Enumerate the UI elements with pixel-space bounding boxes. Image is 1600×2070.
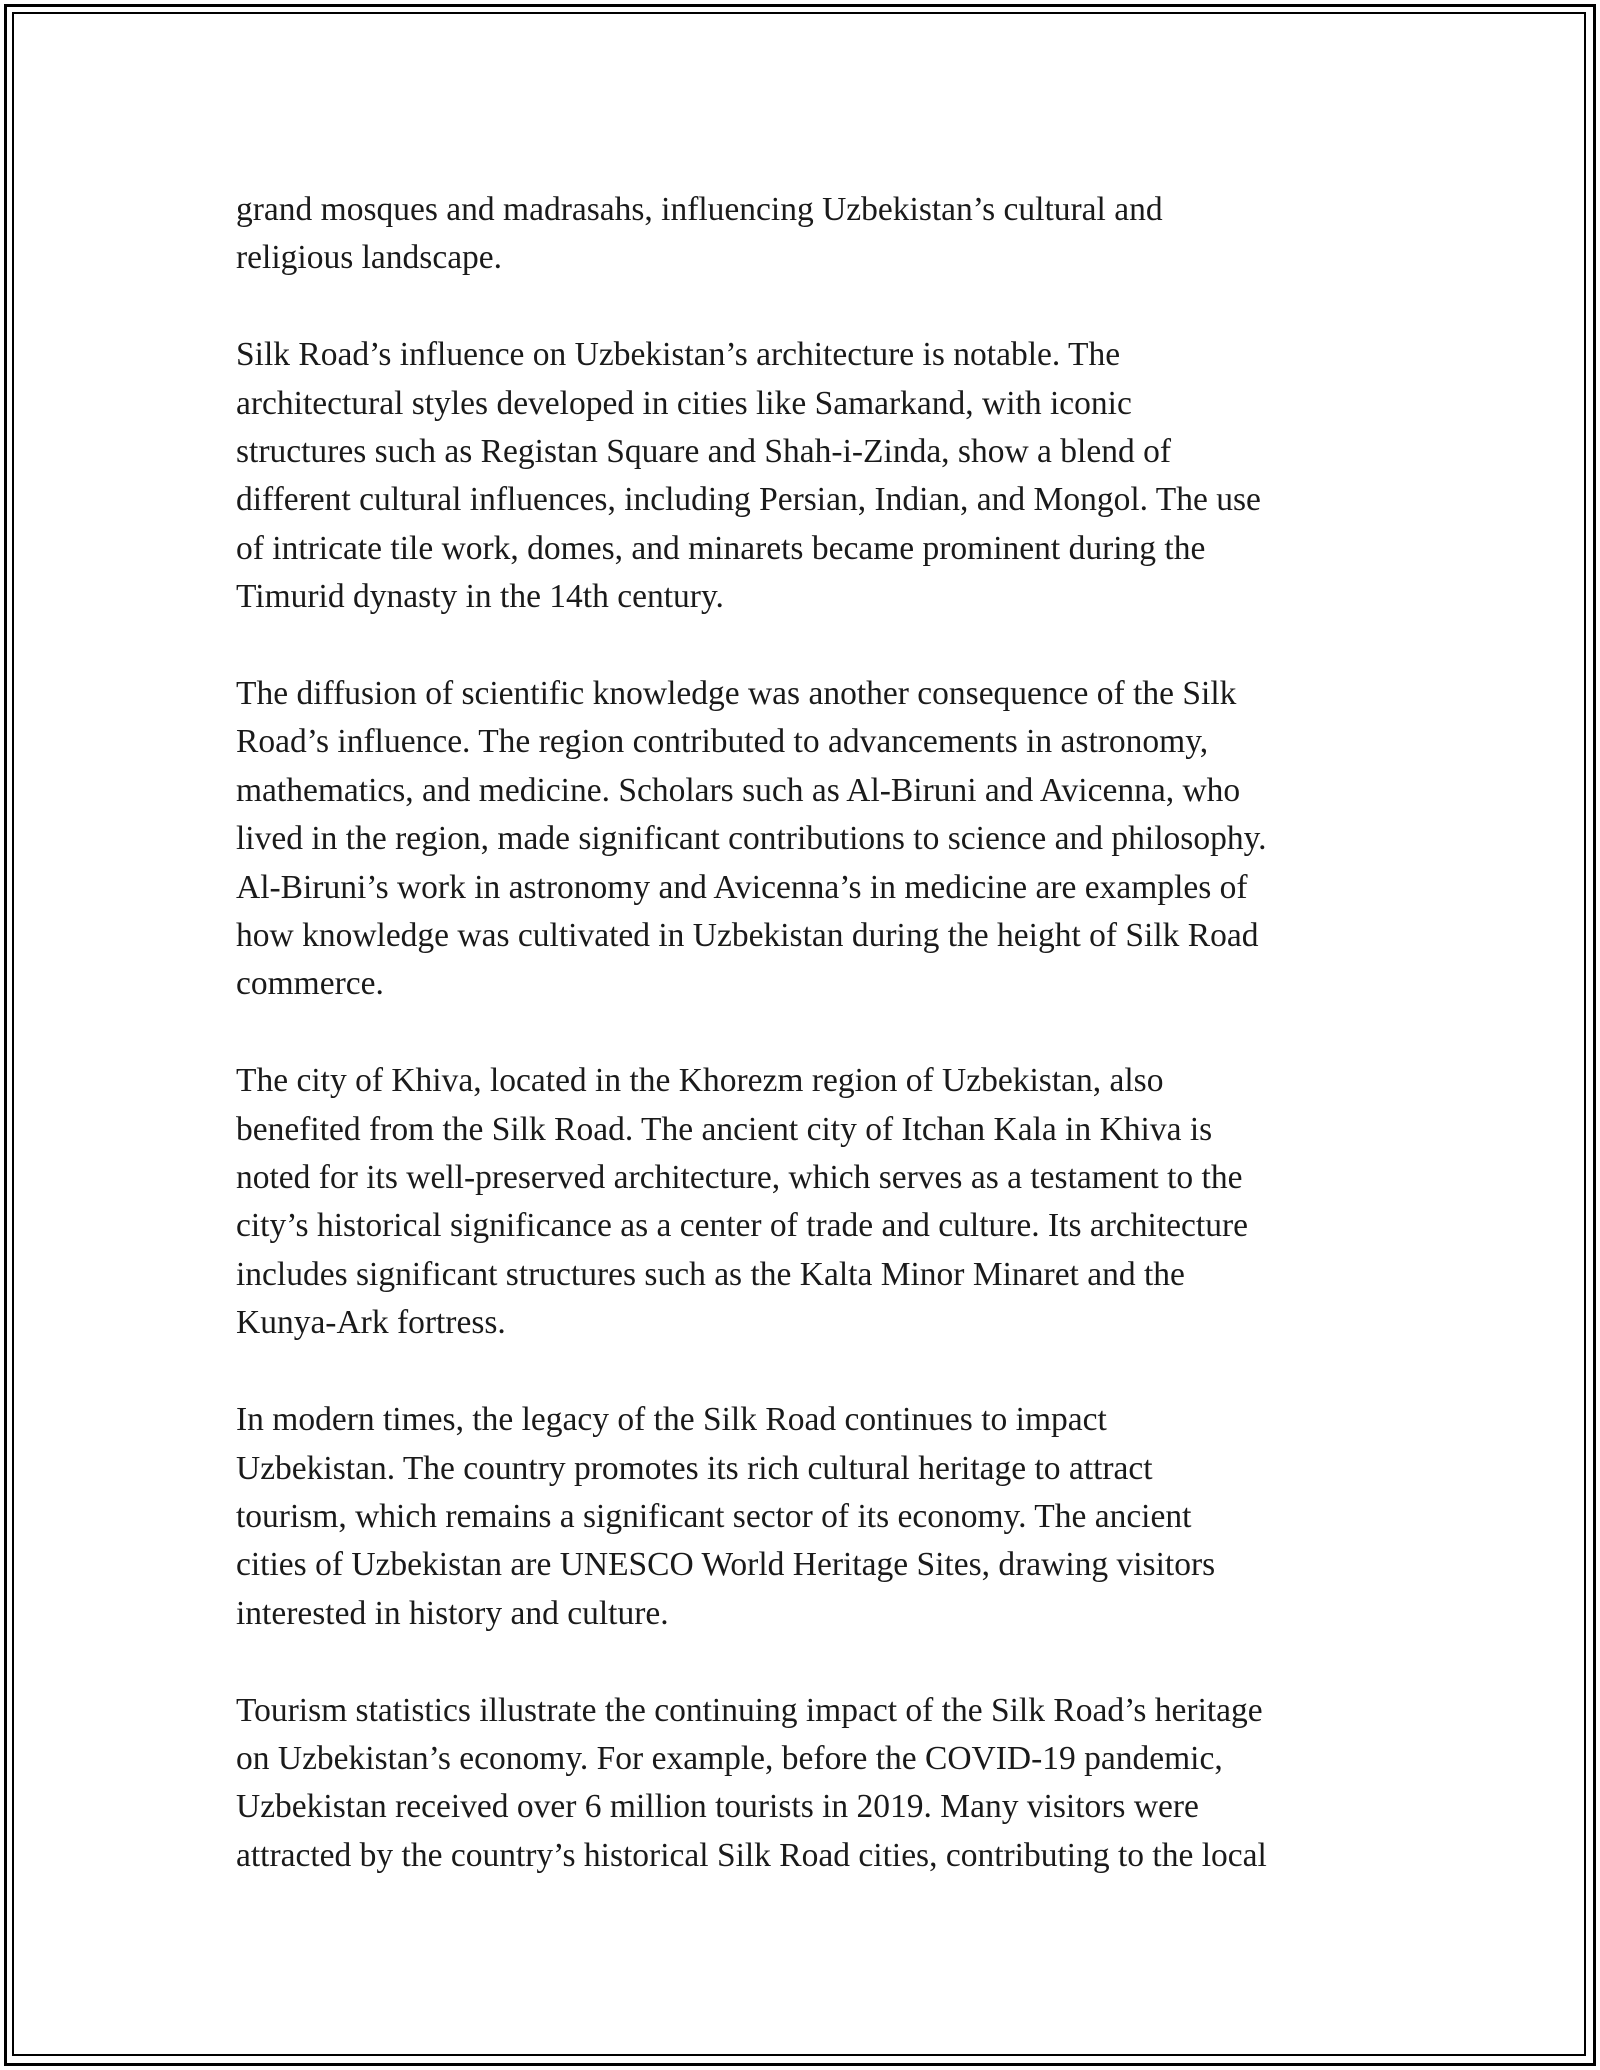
text-line: interested in history and culture. — [236, 1594, 669, 1632]
text-line: Kunya-Ark fortress. — [236, 1304, 506, 1342]
text-line: mathematics, and medicine. Scholars such as Al-Biruni and Avicenna, who — [236, 771, 1241, 809]
text-line: benefited from the Silk Road. The ancient city of Itchan Kala in Khiva is — [236, 1110, 1213, 1148]
text-line: on Uzbekistan’s economy. For example, before the COVID-19 pandemic, — [236, 1739, 1223, 1777]
text-line: Al-Biruni’s work in astronomy and Avicenna’s in medicine are examples of — [236, 868, 1248, 906]
text-line: tourism, which remains a significant sector of its economy. The ancient — [236, 1497, 1192, 1535]
text-line: Tourism statistics illustrate the continuing impact of the Silk Road’s heritage — [236, 1691, 1263, 1729]
text-line: includes significant structures such as the Kalta Minor Minaret and the — [236, 1255, 1185, 1293]
text-line: attracted by the country’s historical Silk Road cities, contributing to the local — [236, 1836, 1267, 1874]
text-line: noted for its well-preserved architecture, which serves as a testament to the — [236, 1159, 1243, 1197]
paragraph-architecture — [236, 331, 1376, 621]
document-body — [236, 186, 1376, 1929]
text-line: commerce. — [236, 965, 384, 1003]
text-line: Road’s influence. The region contributed to advancements in astronomy, — [236, 723, 1209, 761]
text-line: Silk Road’s influence on Uzbekistan’s architecture is notable. The — [236, 336, 1121, 374]
text-line: In modern times, the legacy of the Silk Road continues to impact — [236, 1401, 1107, 1439]
text-line: city’s historical significance as a center of trade and culture. Its architecture — [236, 1207, 1248, 1245]
text-line: Uzbekistan received over 6 million tourists in 2019. Many visitors were — [236, 1788, 1199, 1826]
text-line: cities of Uzbekistan are UNESCO World Heritage Sites, drawing visitors — [236, 1546, 1216, 1584]
text-line: of intricate tile work, domes, and minarets became prominent during the — [236, 529, 1206, 567]
paragraph-mosques — [236, 186, 1376, 283]
paragraph-modern-times — [236, 1396, 1376, 1638]
text-line: different cultural influences, including Persian, Indian, and Mongol. The use — [236, 481, 1261, 519]
text-line: Timurid dynasty in the 14th century. — [236, 578, 724, 616]
text-line: The diffusion of scientific knowledge was another consequence of the Silk — [236, 675, 1237, 713]
text-line: Uzbekistan. The country promotes its rich cultural heritage to attract — [236, 1449, 1153, 1487]
text-line: grand mosques and madrasahs, influencing Uzbekistan’s cultural and — [236, 191, 1163, 228]
paragraph-science — [236, 670, 1376, 1009]
text-line: structures such as Registan Square and Shah-i-Zinda, show a blend of — [236, 433, 1171, 471]
text-line: how knowledge was cultivated in Uzbekistan during the height of Silk Road — [236, 917, 1259, 955]
text-line: religious landscape. — [236, 239, 503, 277]
text-line: The city of Khiva, located in the Khorezm region of Uzbekistan, also — [236, 1062, 1164, 1100]
paragraph-tourism-statistics — [236, 1687, 1376, 1881]
paragraph-khiva — [236, 1057, 1376, 1347]
text-line: architectural styles developed in cities like Samarkand, with iconic — [236, 384, 1132, 422]
text-line: lived in the region, made significant contributions to science and philosophy. — [236, 820, 1267, 858]
